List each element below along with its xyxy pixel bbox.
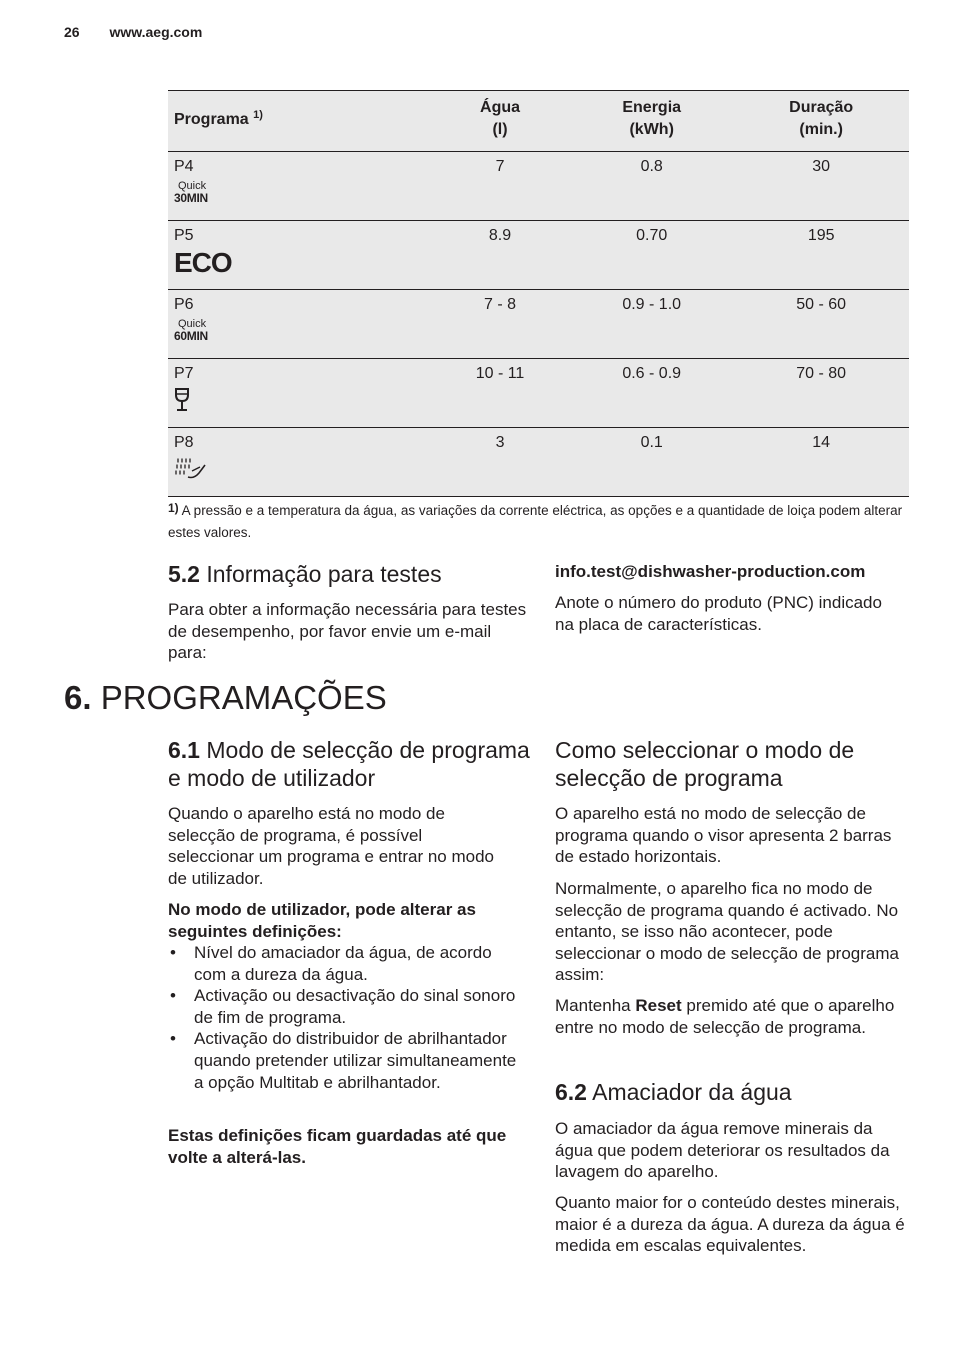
water-cell: 7 - 8 — [430, 290, 570, 359]
col-header-energia: Energia (kWh) — [570, 91, 733, 152]
page-number: 26 — [64, 24, 80, 40]
program-name: P8 — [174, 434, 194, 451]
table-footnote: 1) A pressão e a temperatura da água, as variações da corrente eléctrica, as opções e a quantidade de loiça podem alterar estes valores. — [168, 501, 903, 540]
program-table — [168, 90, 909, 497]
table-row — [168, 359, 909, 428]
program-name: P5 — [174, 227, 194, 244]
quick-60min-symbol: Quick 60MIN — [174, 318, 208, 343]
user-mode-settings-intro: No modo de utilizador, pode alterar as seguintes definições: — [168, 900, 476, 941]
energy-cell: 0.9 - 1.0 — [570, 290, 733, 359]
program-name: P7 — [174, 365, 194, 382]
water-cell: 8.9 — [430, 221, 570, 290]
list-item: • Nível do amaciador da água, de acordo com a dureza da água. — [170, 943, 492, 984]
water-cell: 3 — [430, 428, 570, 497]
test-email-link[interactable]: info.test@dishwasher-production.com — [555, 562, 866, 581]
how-to-select-p2: Normalmente, o aparelho fica no modo de selecção de programa quando é activado. No entanto, se isso não acontecer, pode seleccionar o modo de selecção de programa assim: — [555, 879, 899, 985]
website-url: www.aeg.com — [109, 24, 203, 40]
quick-30min-symbol: Quick 30MIN — [174, 180, 208, 205]
program-cell — [168, 428, 430, 497]
how-to-select-title: Como seleccionar o modo de selecção de programa — [555, 737, 855, 791]
duration-cell: 50 - 60 — [733, 290, 909, 359]
glass-icon — [174, 388, 424, 416]
list-item: • Activação do distribuidor de abrilhantador quando pretender utilizar simultaneamente a opção Multitab e abrilhantador. — [170, 1029, 517, 1092]
settings-saved-note: Estas definições ficam guardadas até que volte a alterá-las. — [168, 1126, 507, 1167]
reset-button-label: Reset — [635, 996, 682, 1015]
how-to-select-p1: O aparelho está no modo de selecção de programa quando o visor apresenta 2 barras de estado horizontais. — [555, 804, 892, 867]
water-cell: 10 - 11 — [430, 359, 570, 428]
energy-cell: 0.6 - 0.9 — [570, 359, 733, 428]
program-cell — [168, 359, 430, 428]
rinse-hand-icon — [174, 457, 424, 485]
table-row — [168, 290, 909, 359]
program-cell — [168, 290, 430, 359]
table-row — [168, 152, 909, 221]
eco-symbol: ECO — [174, 247, 232, 278]
energy-cell: 0.70 — [570, 221, 733, 290]
program-name: P4 — [174, 158, 194, 175]
section-5-2-note: Anote o número do produto (PNC) indicado na placa de características. — [555, 593, 882, 634]
energy-cell: 0.8 — [570, 152, 733, 221]
section-5-2-title: 5.2 Informação para testes — [168, 561, 442, 587]
how-to-select-p3: Mantenha Reset premido até que o aparelho entre no modo de selecção de programa. — [555, 996, 895, 1037]
program-cell — [168, 152, 430, 221]
section-5-2-body: Para obter a informação necessária para testes de desempenho, por favor envie um e-mail para: — [168, 600, 527, 663]
footnote-ref: 1) — [253, 109, 263, 121]
program-name: P6 — [174, 296, 194, 313]
table-row — [168, 221, 909, 290]
col-header-programa: Programa $^{1)}$ — [168, 91, 430, 152]
table-header-row — [168, 91, 909, 152]
section-6-2-p2: Quanto maior for o conteúdo destes minerais, maior é a dureza da água. A dureza da água é medida em escalas equivalentes. — [555, 1193, 905, 1256]
page-header — [64, 24, 202, 40]
energy-cell: 0.1 — [570, 428, 733, 497]
water-cell: 7 — [430, 152, 570, 221]
user-mode-settings-list — [168, 942, 528, 1093]
col-header-duracao: Duração (min.) — [733, 91, 909, 152]
duration-cell: 195 — [733, 221, 909, 290]
section-6-2-title: 6.2 Amaciador da água — [555, 1079, 792, 1105]
duration-cell: 14 — [733, 428, 909, 497]
section-6-1-title: 6.1 Modo de selecção de programa e modo de utilizador — [168, 737, 530, 791]
chapter-6-title: 6. PROGRAMAÇÕES — [64, 679, 387, 716]
col-header-agua: Água (l) — [430, 91, 570, 152]
duration-cell: 70 - 80 — [733, 359, 909, 428]
program-cell — [168, 221, 430, 290]
section-6-1-intro: Quando o aparelho está no modo de selecção de programa, é possível seleccionar um programa e entrar no modo de utilizador. — [168, 804, 494, 888]
table-row — [168, 428, 909, 497]
duration-cell: 30 — [733, 152, 909, 221]
list-item: • Activação ou desactivação do sinal sonoro de fim de programa. — [170, 986, 516, 1027]
section-6-2-p1: O amaciador da água remove minerais da água que podem deteriorar os resultados da lavagem do aparelho. — [555, 1119, 890, 1182]
